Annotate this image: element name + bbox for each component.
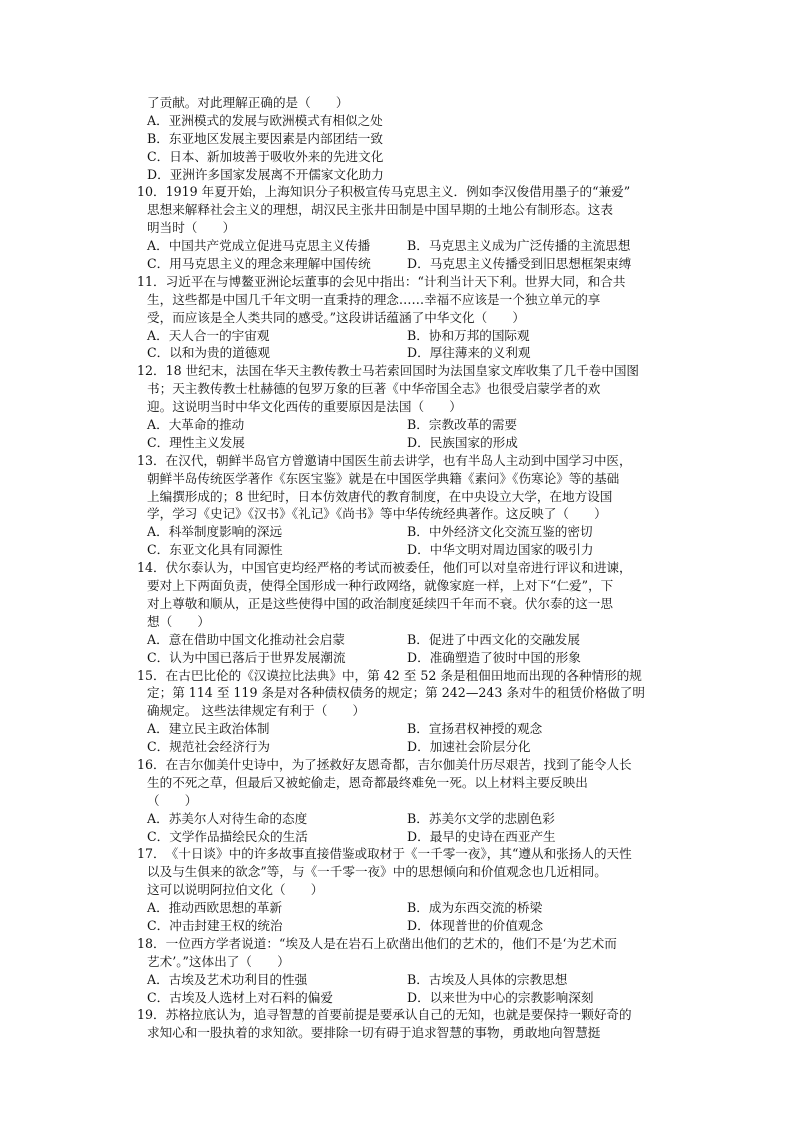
option: D．以来世为中心的宗教影响深刻 (407, 989, 594, 1005)
option: D．厚往薄来的义利观 (407, 345, 531, 361)
option-row (147, 631, 667, 649)
question-text: 明当时（ ） (147, 220, 236, 236)
option-b: B．东亚地区发展主要因素是内部团结一致 (147, 130, 383, 146)
option: D．最早的史诗在西亚产生 (407, 828, 556, 844)
option-row (147, 327, 667, 345)
question-line (147, 595, 667, 613)
question-number: 17． (137, 846, 166, 862)
question-line (147, 1024, 667, 1042)
question-block (137, 756, 667, 845)
option: A．推动西欧思想的革新 (147, 900, 283, 916)
question-first-line (137, 559, 657, 577)
question-text: 1919 年夏开始，上海知识分子积极宣传马克思主义．例如李汉俊借用墨子的“兼爱” (165, 184, 631, 200)
question-first-line (137, 362, 657, 380)
option: B．马克思主义成为广泛传播的主流思想 (407, 238, 631, 254)
question-text: 18 世纪末，法国在华天主教传教士马若索回国时为法国皇家文库收集了几千卷中国图 (165, 363, 640, 379)
option-row (147, 237, 667, 255)
option: A．意在借助中国文化推动社会启蒙 (147, 631, 346, 647)
option: B．古埃及人具体的宗教思想 (407, 971, 568, 987)
option: C．文学作品描绘民众的生活 (147, 828, 308, 844)
option-row (147, 810, 667, 828)
option-row (147, 541, 667, 559)
question-text: 对上尊敬和顺从，正是这些使得中国的政治制度延续四千年而不衰。伏尔泰的这一思 (147, 595, 613, 611)
question-line (147, 577, 667, 595)
question-text: 定；第 114 至 119 条是对各种债权债务的规定；第 242—243 条对牛的租赁价格做了明 (147, 685, 645, 701)
option-d: D．亚洲许多国家发展离不开儒家文化助力 (147, 166, 384, 182)
option-row (147, 738, 667, 756)
question-block (137, 845, 667, 934)
question-list (137, 183, 667, 1042)
question-first-line (137, 935, 657, 953)
question-line (147, 398, 667, 416)
option-row (147, 720, 667, 738)
option: B．中外经济文化交流互鉴的密切 (407, 524, 593, 540)
question-text: 思想来解释社会主义的理想，胡汉民主张井田制是中国早期的土地公有制形态。这表 (147, 202, 613, 218)
option-row (147, 416, 667, 434)
question-block (137, 935, 667, 1007)
question-first-line (137, 273, 657, 291)
question-first-line (137, 183, 657, 201)
option: C．以和为贵的道德观 (147, 345, 270, 361)
question-text: 《十日谈》中的许多故事直接借鉴或取材于《一千零一夜》，其“遵从和张扬人的天性 (165, 846, 632, 862)
question-text: 了贡献。对此理解正确的是（ ） (147, 95, 349, 110)
question-block (137, 273, 667, 362)
option: D．中华文明对周边国家的吸引力 (407, 542, 594, 558)
option: C．冲击封建王权的统治 (147, 917, 283, 933)
option: A．中国共产党成立促进马克思主义传播 (147, 238, 371, 254)
question-number: 16． (137, 756, 166, 772)
question-text: 生，这些都是中国几千年文明一直秉持的理念……幸福不应该是一个独立单元的享 (147, 291, 601, 307)
option-row (147, 434, 667, 452)
question-line (147, 953, 667, 971)
option-row (147, 344, 667, 362)
question-text: 习近平在与博鳌亚洲论坛董事的会见中指出：“计利当计天下利。世界大同，和合共 (165, 273, 626, 289)
option: C．用马克思主义的理念来理解中国传统 (147, 256, 371, 272)
question-block (137, 183, 667, 272)
option-row (147, 523, 667, 541)
question-text: 要对上下两面负责，使得全国形成一种行政网络，就像家庭一样，上对下“仁爱”，下 (147, 578, 614, 594)
question-text: 求知心和一股执着的求知欲。要排除一切有碍于追求智慧的事物，勇敢地向智慧挺 (147, 1025, 601, 1041)
question-line (147, 201, 667, 219)
option-row (147, 828, 667, 846)
option: D．体现普世的价值观念 (407, 917, 544, 933)
option: D．准确塑造了彼时中国的形象 (407, 649, 581, 665)
question-text: 以及与生俱来的欲念”等，与《一千零一夜》中的思想倾向和价值观念也几近相同。 (147, 864, 607, 880)
option: C．规范社会经济行为 (147, 739, 270, 755)
question-line (147, 792, 667, 810)
question-text: 书；天主教传教士杜赫德的包罗万象的巨著《中华帝国全志》也很受启蒙学者的欢 (147, 381, 601, 397)
option-row (147, 899, 667, 917)
question-line (147, 309, 667, 327)
question-text: 朝鲜半岛传统医学著作《东医宝鉴》就是在中国医学典籍《素问》《伤寒论》等的基础 (147, 470, 620, 486)
question-line (147, 774, 667, 792)
option-row (147, 917, 667, 935)
option: A．苏美尔人对待生命的态度 (147, 810, 308, 826)
question-text: 想（ ） (147, 613, 210, 629)
question-text: 在吉尔伽美什史诗中，为了拯救好友恩奇都，吉尔伽美什历尽艰苦，找到了能令人长 (165, 756, 632, 772)
question-text: 生的不死之草，但最后又被蛇偷走，恩奇都最终难免一死。以上材料主要反映出 (147, 774, 588, 790)
question-text: 确规定。 这些法律规定有利于（ ） (147, 703, 366, 719)
exam-page (137, 94, 667, 1042)
question-block (137, 1006, 667, 1042)
question-line (147, 881, 667, 899)
question-number: 10． (137, 184, 166, 200)
question-number: 13． (137, 452, 166, 468)
question-line (147, 291, 667, 309)
option: B．宗教改革的需要 (407, 417, 518, 433)
question-line (147, 702, 667, 720)
option: B．宣扬君权神授的观念 (407, 721, 543, 737)
question-block (137, 559, 667, 666)
question-number: 11． (137, 273, 166, 289)
option-a: A．亚洲模式的发展与欧洲模式有相似之处 (147, 112, 383, 128)
question-block (137, 362, 667, 451)
question-9-continuation (147, 94, 667, 183)
question-line (147, 684, 667, 702)
option: A．大革命的推动 (147, 417, 245, 433)
question-number: 18． (137, 935, 166, 951)
question-number: 15． (137, 667, 166, 683)
question-block (137, 667, 667, 756)
option-row (147, 971, 667, 989)
question-number: 14． (137, 560, 166, 576)
question-first-line (137, 845, 657, 863)
option: B．成为东西交流的桥梁 (407, 900, 543, 916)
option: B．促进了中西文化的交融发展 (407, 631, 580, 647)
question-text: 在古巴比伦的《汉谟拉比法典》中，第 42 至 52 条是租佃田地而出现的各种情形的规 (165, 667, 642, 683)
question-first-line (137, 1006, 657, 1024)
question-text: 一位西方学者说道：“埃及人是在岩石上砍凿出他们的艺术的，他们不是‘为艺术而 (165, 935, 617, 951)
question-block (137, 452, 667, 559)
question-text: 这可以说明阿拉伯文化（ ） (147, 882, 324, 898)
question-first-line (137, 756, 657, 774)
option-c: C．日本、新加坡善于吸收外来的先进文化 (147, 148, 384, 164)
option: C．东亚文化具有同源性 (147, 542, 283, 558)
question-text: 学，学习《史记》《汉书》《礼记》《尚书》等中华传统经典著作。这反映了（ ） (147, 506, 607, 522)
option-row (147, 255, 667, 273)
question-line (147, 488, 667, 506)
question-number: 12． (137, 363, 166, 379)
option: B．苏美尔文学的悲剧色彩 (407, 810, 555, 826)
option: A．古埃及艺术功利目的性强 (147, 971, 308, 987)
option: C．古埃及人选材上对石料的偏爱 (147, 989, 333, 1005)
question-text: 伏尔泰认为，中国官吏均经严格的考试而被委任，他们可以对皇帝进行评议和进谏， (165, 560, 632, 576)
question-line (147, 380, 667, 398)
question-line (147, 863, 667, 881)
option: D．马克思主义传播受到旧思想框架束缚 (407, 256, 632, 272)
question-line (147, 219, 667, 237)
question-text: 上编撰形成的；8 世纪时，日本仿效唐代的教育制度，在中央设立大学，在地方设国 (147, 488, 613, 504)
option: A．科举制度影响的深远 (147, 524, 283, 540)
option: D．民族国家的形成 (407, 434, 518, 450)
question-text: （ ） (147, 792, 198, 808)
question-text: 苏格拉底认为，追寻智慧的首要前提是要承认自己的无知，也就是要保持一颗好奇的 (165, 1007, 632, 1023)
question-text: 艺术’。”这体出了（ ） (147, 953, 290, 969)
option-row (147, 989, 667, 1007)
question-first-line (137, 667, 657, 685)
option: A．天人合一的宇宙观 (147, 327, 270, 343)
question-first-line (137, 452, 657, 470)
option: D．加速社会阶层分化 (407, 739, 531, 755)
question-line (147, 613, 667, 631)
question-line (147, 470, 667, 488)
option: C．认为中国已落后于世界发展潮流 (147, 649, 346, 665)
option-row (147, 649, 667, 667)
option: A．建立民主政治体制 (147, 721, 270, 737)
option: B．协和万邦的国际观 (407, 327, 530, 343)
question-text: 在汉代，朝鲜半岛官方曾邀请中国医生前去讲学，也有半岛人主动到中国学习中医， (165, 452, 632, 468)
question-number: 19． (137, 1007, 166, 1023)
question-text: 受，而应该是全人类共同的感受。”这段讲话蕴涵了中华文化（ ） (147, 309, 525, 325)
question-text: 迎。这说明当时中华文化西传的重要原因是法国（ ） (147, 399, 462, 415)
option: C．理性主义发展 (147, 434, 245, 450)
question-line (147, 505, 667, 523)
